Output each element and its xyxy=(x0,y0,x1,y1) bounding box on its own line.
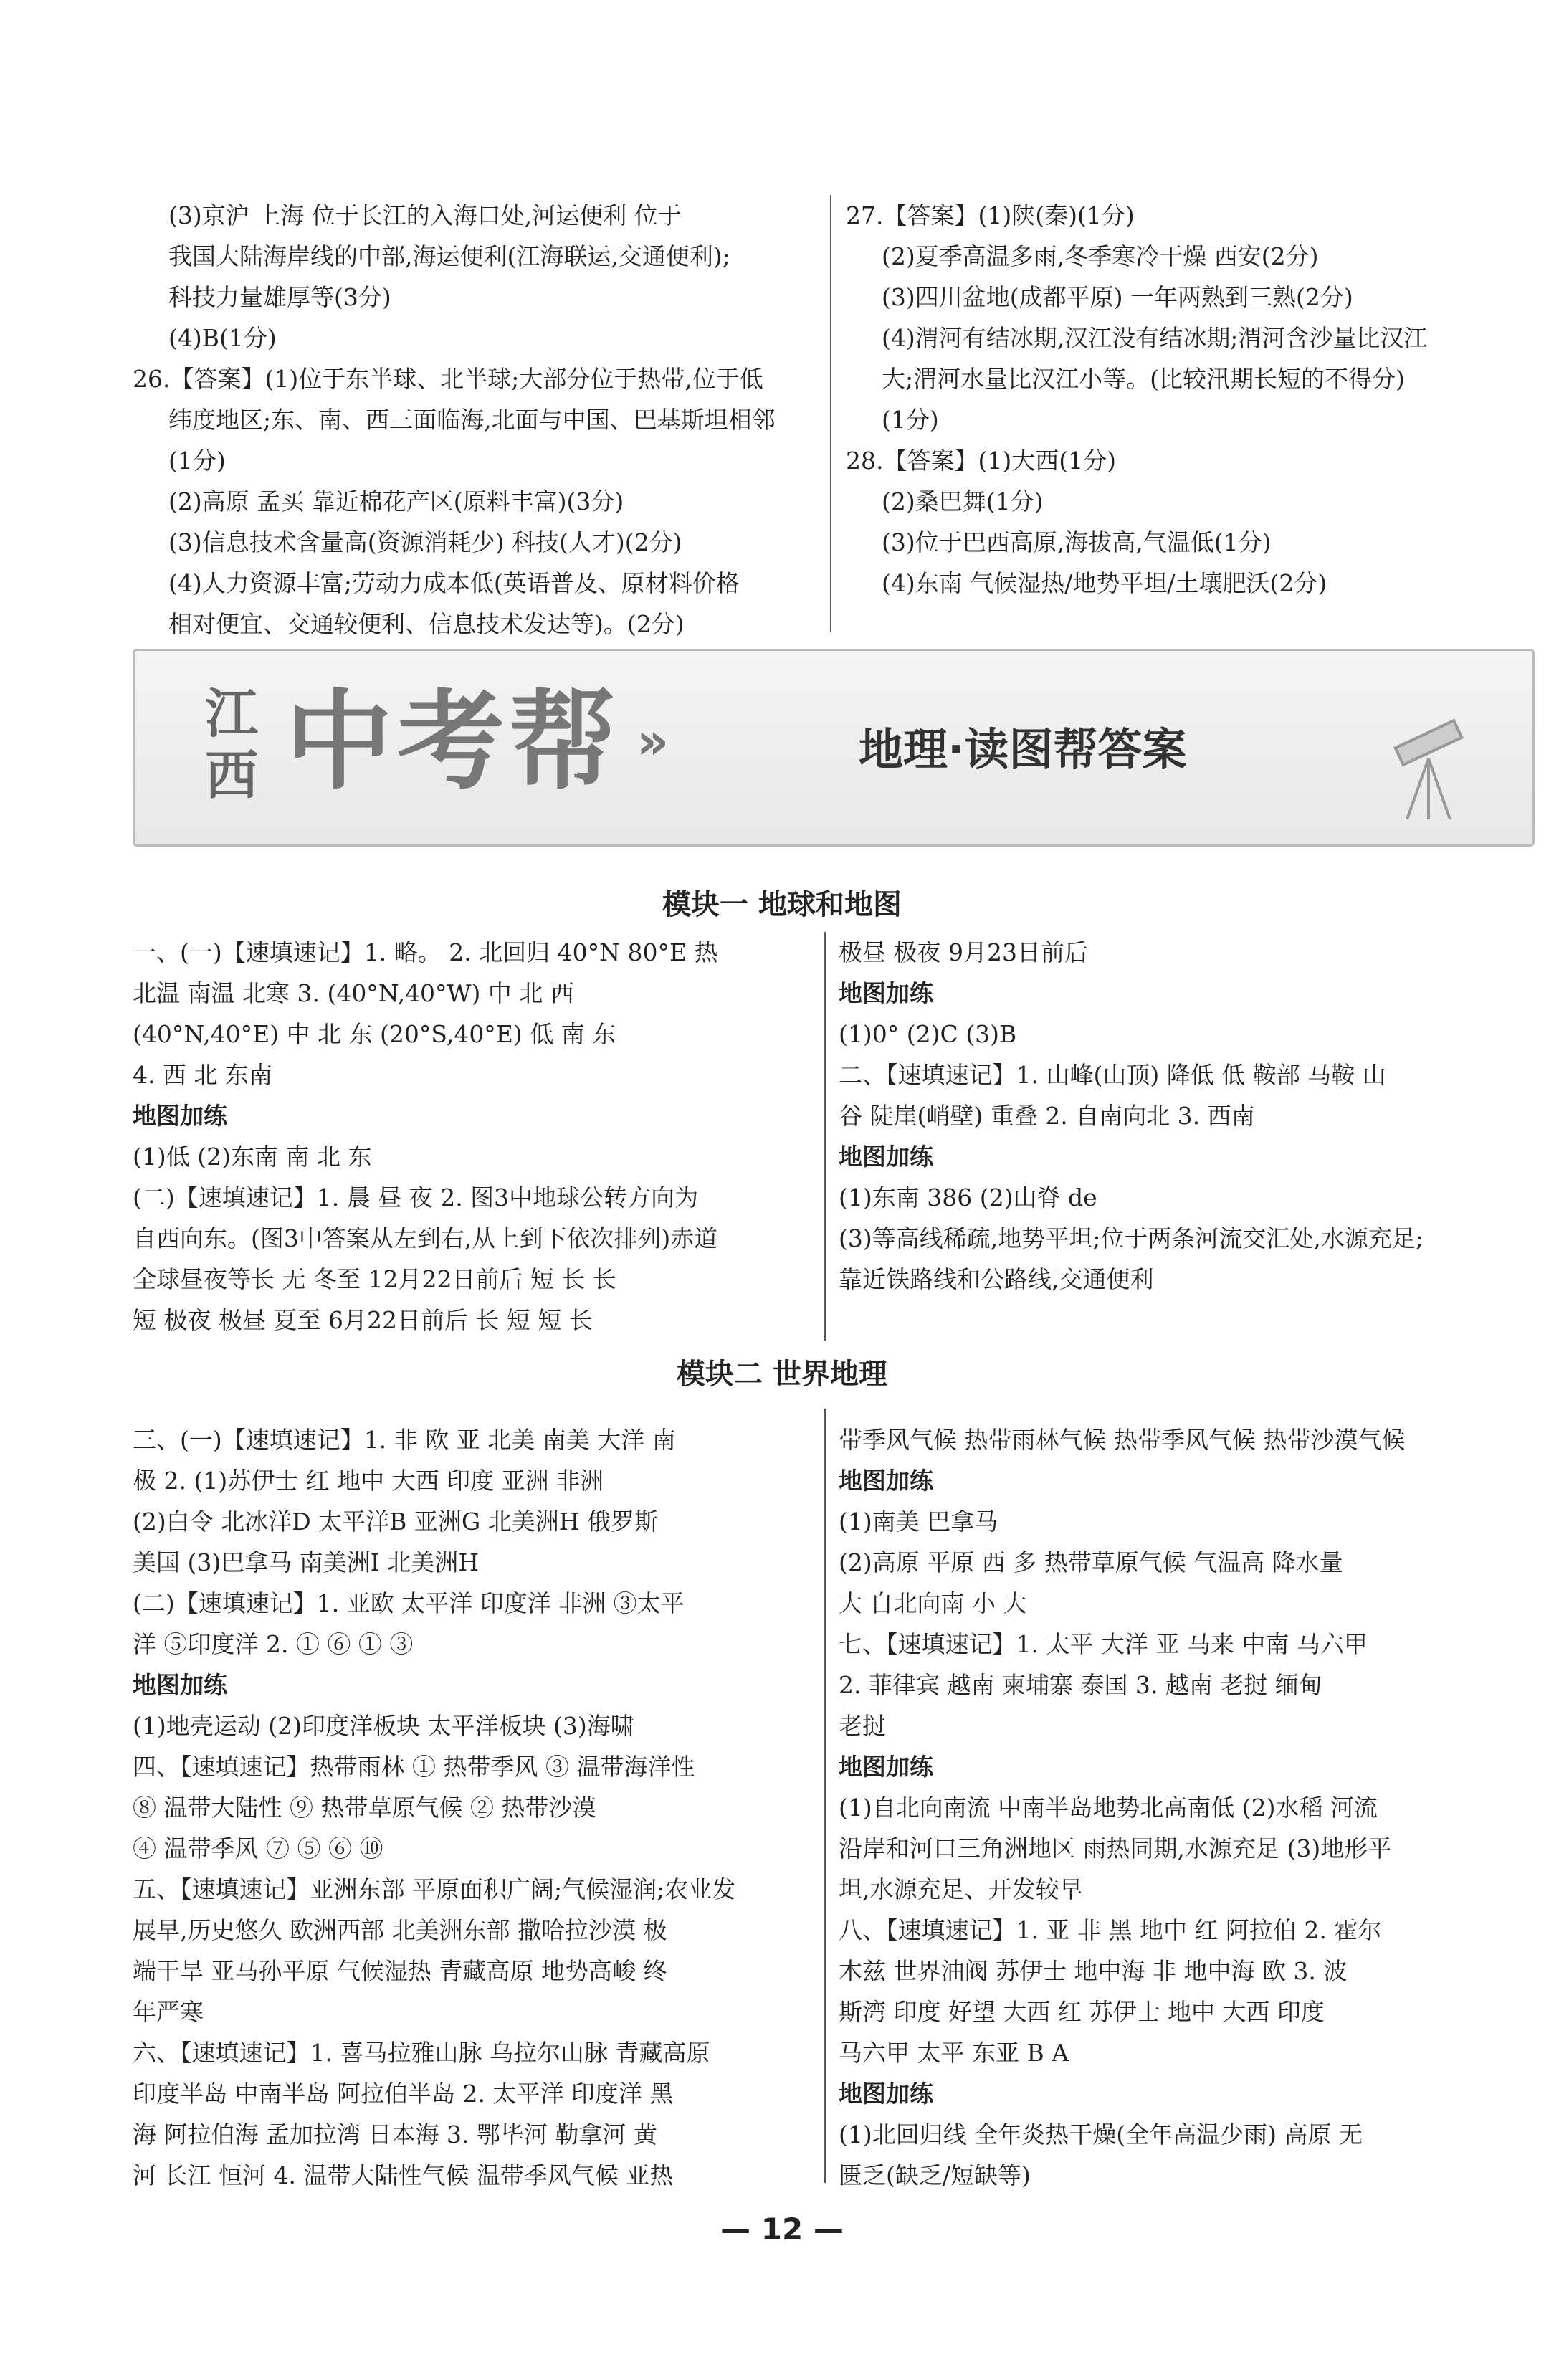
module2-left-column xyxy=(133,1419,817,2196)
answers-top-left xyxy=(133,195,817,644)
banner-arrows: » xyxy=(636,712,669,771)
text-line: 短 极夜 极昼 夏至 6月22日前后 长 短 短 长 xyxy=(133,1306,593,1334)
text-line: (1)东南 386 (2)山脊 de xyxy=(839,1184,1097,1212)
text-line: (3)位于巴西高原,海拔高,气温低(1分) xyxy=(882,528,1272,556)
module1-left-column xyxy=(133,932,817,1341)
text-line: 26.【答案】(1)位于东半球、北半球;大部分位于热带,位于低 xyxy=(133,365,763,393)
text-line: (3)信息技术含量高(资源消耗少) 科技(人才)(2分) xyxy=(168,528,682,556)
text-line: 沿岸和河口三角洲地区 雨热同期,水源充足 (3)地形平 xyxy=(839,1834,1392,1862)
text-line: 一、(一)【速填速记】1. 略。 2. 北回归 40°N 80°E 热 xyxy=(133,938,718,966)
page-number: — 12 — xyxy=(720,2212,844,2247)
module1-title: 模块一 地球和地图 xyxy=(662,888,902,921)
text-line: 四、【速填速记】热带雨林 ① 热带季风 ③ 温带海洋性 xyxy=(133,1753,695,1781)
text-line: 大;渭河水量比汉江小等。(比较汛期长短的不得分) xyxy=(882,365,1405,393)
text-line: 三、(一)【速填速记】1. 非 欧 亚 北美 南美 大洋 南 xyxy=(133,1426,676,1454)
section-subheading: 地图加练 xyxy=(839,2080,933,2108)
text-line: 印度半岛 中南半岛 阿拉伯半岛 2. 太平洋 印度洋 黑 xyxy=(133,2080,674,2108)
text-line: (1)自北向南流 中南半岛地势北高南低 (2)水稻 河流 xyxy=(839,1794,1378,1822)
text-line: 展早,历史悠久 欧洲西部 北美洲东部 撒哈拉沙漠 极 xyxy=(133,1916,667,1944)
text-line: 北温 南温 北寒 3. (40°N,40°W) 中 北 西 xyxy=(133,979,574,1007)
text-line: (4)东南 气候湿热/地势平坦/土壤肥沃(2分) xyxy=(882,569,1327,597)
telescope-icon xyxy=(1368,705,1489,827)
text-line: (2)高原 平原 西 多 热带草原气候 气温高 降水量 xyxy=(839,1548,1343,1576)
text-line: 美国 (3)巴拿马 南美洲I 北美洲H xyxy=(133,1548,480,1576)
text-line: (3)等高线稀疏,地势平坦;位于两条河流交汇处,水源充足; xyxy=(839,1224,1424,1252)
text-line: 马六甲 太平 东亚 B A xyxy=(839,2039,1069,2067)
text-line: 纬度地区;东、南、西三面临海,北面与中国、巴基斯坦相邻 xyxy=(168,406,776,434)
section-subheading: 地图加练 xyxy=(839,1753,933,1781)
section-subheading: 地图加练 xyxy=(133,1102,227,1130)
text-line: (1)南美 巴拿马 xyxy=(839,1508,998,1536)
module2-right-column xyxy=(839,1419,1534,2196)
text-line: 木兹 世界油阀 苏伊士 地中海 非 地中海 欧 3. 波 xyxy=(839,1957,1348,1985)
text-line: 28.【答案】(1)大西(1分) xyxy=(846,447,1116,475)
text-line: (40°N,40°E) 中 北 东 (20°S,40°E) 低 南 东 xyxy=(133,1020,616,1048)
text-line: (1分) xyxy=(168,447,226,475)
text-line: 五、【速填速记】亚洲东部 平原面积广阔;气候湿润;农业发 xyxy=(133,1875,736,1903)
text-line: 27.【答案】(1)陕(秦)(1分) xyxy=(846,201,1135,229)
column-divider-top xyxy=(830,195,831,632)
text-line: 六、【速填速记】1. 喜马拉雅山脉 乌拉尔山脉 青藏高原 xyxy=(133,2039,710,2067)
text-line: (二)【速填速记】1. 晨 昼 夜 2. 图3中地球公转方向为 xyxy=(133,1184,699,1212)
text-line: 极昼 极夜 9月23日前后 xyxy=(839,938,1088,966)
text-line: (1)北回归线 全年炎热干燥(全年高温少雨) 高原 无 xyxy=(839,2120,1363,2148)
text-line: 匮乏(缺乏/短缺等) xyxy=(839,2161,1031,2189)
text-line: 4. 西 北 东南 xyxy=(133,1061,272,1089)
column-divider-module1 xyxy=(824,932,826,1341)
text-line: (1)低 (2)东南 南 北 东 xyxy=(133,1143,372,1171)
banner-province: 江西 xyxy=(205,683,258,806)
text-line: 极 2. (1)苏伊士 红 地中 大西 印度 亚洲 非洲 xyxy=(133,1467,604,1495)
text-line: (1分) xyxy=(882,406,939,434)
text-line: (4)B(1分) xyxy=(168,324,277,352)
text-line: (2)桑巴舞(1分) xyxy=(882,487,1044,515)
column-divider-module2 xyxy=(824,1409,826,2183)
text-line: 坦,水源充足、开发较早 xyxy=(839,1875,1083,1903)
text-line: (4)渭河有结冰期,汉江没有结冰期;渭河含沙量比汉江 xyxy=(882,324,1428,352)
text-line: (2)高原 孟买 靠近棉花产区(原料丰富)(3分) xyxy=(168,487,624,515)
answers-top-right xyxy=(846,195,1534,604)
section-subheading: 地图加练 xyxy=(839,1143,933,1171)
text-line: 洋 ⑤印度洋 2. ① ⑥ ① ③ xyxy=(133,1630,414,1658)
text-line: (4)人力资源丰富;劳动力成本低(英语普及、原材料价格 xyxy=(168,569,740,597)
text-line: 年严寒 xyxy=(133,1998,204,2026)
text-line: 相对便宜、交通较便利、信息技术发达等)。(2分) xyxy=(168,610,685,638)
text-line: 二、【速填速记】1. 山峰(山顶) 降低 低 鞍部 马鞍 山 xyxy=(839,1061,1386,1089)
text-line: (3)四川盆地(成都平原) 一年两熟到三熟(2分) xyxy=(882,283,1353,311)
text-line: (1)地壳运动 (2)印度洋板块 太平洋板块 (3)海啸 xyxy=(133,1712,634,1740)
section-subheading: 地图加练 xyxy=(839,979,933,1007)
section-banner xyxy=(133,649,1535,847)
text-line: (二)【速填速记】1. 亚欧 太平洋 印度洋 非洲 ③太平 xyxy=(133,1589,685,1617)
text-line: 带季风气候 热带雨林气候 热带季风气候 热带沙漠气候 xyxy=(839,1426,1406,1454)
section-subheading: 地图加练 xyxy=(133,1671,227,1699)
text-line: 2. 菲律宾 越南 柬埔寨 泰国 3. 越南 老挝 缅甸 xyxy=(839,1671,1322,1699)
text-line: 科技力量雄厚等(3分) xyxy=(168,283,391,311)
text-line: 河 长江 恒河 4. 温带大陆性气候 温带季风气候 亚热 xyxy=(133,2161,674,2189)
module1-right-column xyxy=(839,932,1534,1300)
text-line: 大 自北向南 小 大 xyxy=(839,1589,1027,1617)
text-line: (2)白令 北冰洋D 太平洋B 亚洲G 北美洲H 俄罗斯 xyxy=(133,1508,659,1536)
section-subheading: 地图加练 xyxy=(839,1467,933,1495)
text-line: 我国大陆海岸线的中部,海运便利(江海联运,交通便利); xyxy=(168,242,730,270)
text-line: (1)0° (2)C (3)B xyxy=(839,1020,1017,1048)
text-line: 七、【速填速记】1. 太平 大洋 亚 马来 中南 马六甲 xyxy=(839,1630,1368,1658)
text-line: (2)夏季高温多雨,冬季寒冷干燥 西安(2分) xyxy=(882,242,1319,270)
text-line: 自西向东。(图3中答案从左到右,从上到下依次排列)赤道 xyxy=(133,1224,718,1252)
text-line: 老挝 xyxy=(839,1712,886,1740)
text-line: 斯湾 印度 好望 大西 红 苏伊士 地中 大西 印度 xyxy=(839,1998,1325,2026)
banner-brand: 中考帮 xyxy=(285,680,621,804)
module2-title: 模块二 世界地理 xyxy=(677,1358,887,1391)
text-line: 靠近铁路线和公路线,交通便利 xyxy=(839,1265,1154,1293)
text-line: ④ 温带季风 ⑦ ⑤ ⑥ ⑩ xyxy=(133,1834,383,1862)
text-line: (3)京沪 上海 位于长江的入海口处,河运便利 位于 xyxy=(168,201,682,229)
banner-subject: 地理·读图帮答案 xyxy=(859,723,1187,776)
text-line: 端干旱 亚马孙平原 气候湿热 青藏高原 地势高峻 终 xyxy=(133,1957,667,1985)
text-line: ⑧ 温带大陆性 ⑨ 热带草原气候 ② 热带沙漠 xyxy=(133,1794,596,1822)
text-line: 八、【速填速记】1. 亚 非 黑 地中 红 阿拉伯 2. 霍尔 xyxy=(839,1916,1382,1944)
text-line: 全球昼夜等长 无 冬至 12月22日前后 短 长 长 xyxy=(133,1265,616,1293)
text-line: 谷 陡崖(峭壁) 重叠 2. 自南向北 3. 西南 xyxy=(839,1102,1255,1130)
text-line: 海 阿拉伯海 孟加拉湾 日本海 3. 鄂毕河 勒拿河 黄 xyxy=(133,2120,657,2148)
